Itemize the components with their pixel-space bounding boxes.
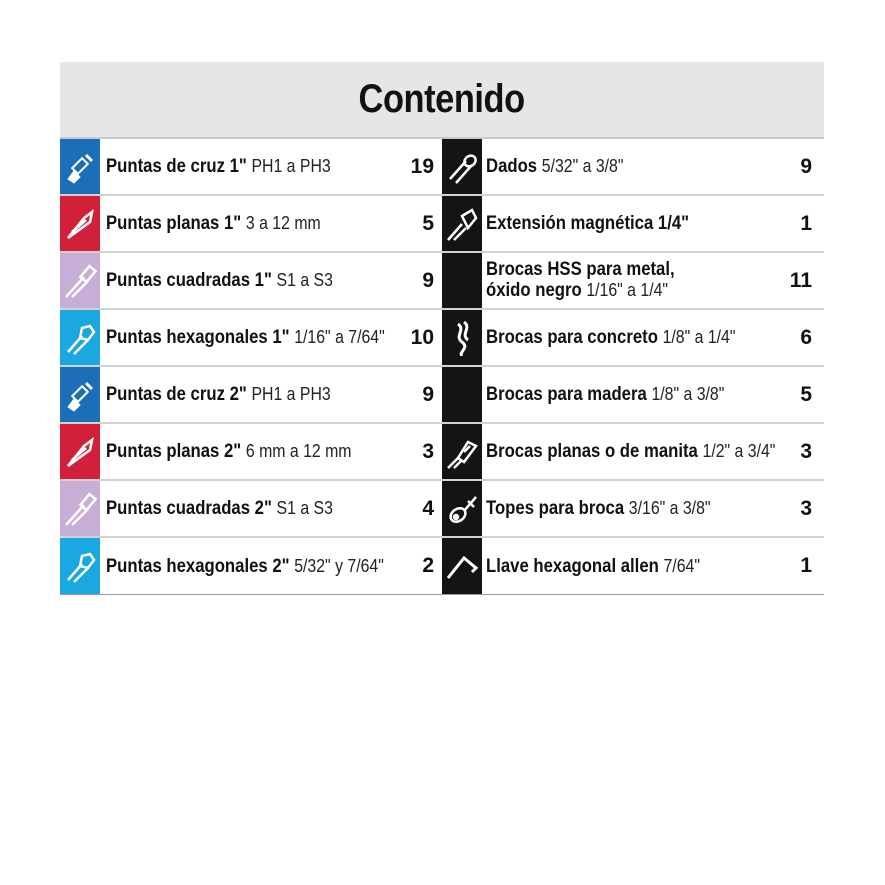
hex-bit-icon	[60, 310, 100, 365]
item-name: Brocas para madera	[486, 384, 647, 405]
socket-icon	[442, 139, 482, 194]
list-item	[60, 196, 442, 253]
contents-title: Contenido	[358, 77, 526, 121]
hex-bit-icon	[60, 538, 100, 594]
flat-bit-icon	[60, 196, 100, 251]
item-quantity: 3	[800, 496, 812, 520]
item-spec: S1 a S3	[276, 498, 333, 518]
contents-grid	[60, 137, 824, 595]
list-item	[442, 538, 824, 595]
item-name: Puntas de cruz 1"	[106, 156, 247, 177]
item-name: Extensión magnética 1/4"	[486, 213, 690, 234]
item-name: Puntas planas 1"	[106, 213, 242, 234]
allen-key-icon	[442, 538, 482, 594]
item-quantity: 5	[422, 211, 434, 235]
list-item	[442, 481, 824, 538]
item-spec: S1 a S3	[276, 270, 333, 290]
item-quantity: 19	[410, 154, 434, 178]
list-item	[442, 367, 824, 424]
list-item	[60, 310, 442, 367]
item-name: Topes para broca	[486, 498, 625, 519]
list-item	[442, 196, 824, 253]
item-name: Puntas de cruz 2"	[106, 384, 247, 405]
list-item	[60, 139, 442, 196]
item-spec: 3/16" a 3/8"	[628, 498, 711, 518]
item-quantity: 2	[422, 554, 434, 577]
item-spec: 1/16" a 1/4"	[586, 280, 669, 300]
bits-column	[60, 139, 442, 595]
item-name: Puntas planas 2"	[106, 441, 242, 462]
drill-bit-icon	[442, 253, 482, 308]
item-quantity: 3	[422, 439, 434, 463]
magnetic-extension-icon	[442, 196, 482, 251]
spade-bit-icon	[442, 424, 482, 479]
item-spec: 7/64"	[663, 555, 700, 576]
flat-bit-icon	[60, 424, 100, 479]
contents-panel	[60, 62, 824, 595]
item-quantity: 9	[422, 268, 434, 292]
item-quantity: 3	[800, 439, 812, 463]
drill-bit-icon	[442, 367, 482, 422]
item-quantity: 4	[422, 496, 434, 520]
drill-bit-icon	[442, 310, 482, 365]
phillips-bit-icon	[60, 139, 100, 194]
item-name: Puntas cuadradas 2"	[106, 498, 272, 519]
list-item	[442, 253, 824, 310]
item-quantity: 11	[789, 268, 812, 292]
phillips-bit-icon	[60, 367, 100, 422]
item-spec: 5/32" a 3/8"	[541, 156, 624, 176]
item-spec: 5/32" y 7/64"	[294, 555, 384, 576]
item-name: Puntas hexagonales 1"	[106, 327, 290, 348]
item-name: Brocas para concreto	[486, 327, 658, 348]
list-item	[60, 253, 442, 310]
item-spec: 1/8" a 3/8"	[651, 384, 725, 404]
list-item	[442, 310, 824, 367]
item-quantity: 1	[800, 554, 812, 577]
accessories-column	[442, 139, 824, 595]
item-quantity: 5	[800, 382, 812, 406]
square-bit-icon	[60, 253, 100, 308]
list-item	[442, 139, 824, 196]
item-spec: 6 mm a 12 mm	[245, 441, 352, 461]
item-name: Puntas hexagonales 2"	[106, 555, 290, 577]
item-name: Llave hexagonal allen	[486, 555, 659, 577]
item-name-line2: óxido negro	[486, 280, 582, 301]
list-item	[60, 538, 442, 595]
item-quantity: 10	[410, 325, 434, 349]
item-quantity: 6	[800, 325, 812, 349]
item-quantity: 9	[422, 382, 434, 406]
item-quantity: 9	[800, 154, 812, 178]
list-item	[442, 424, 824, 481]
drill-stop-icon	[442, 481, 482, 536]
item-name: Dados	[486, 156, 538, 177]
contents-header	[60, 62, 824, 137]
item-spec: 1/8" a 1/4"	[662, 327, 736, 347]
square-bit-icon	[60, 481, 100, 536]
item-spec: 1/2" a 3/4"	[702, 441, 776, 461]
item-spec: PH1 a PH3	[251, 156, 331, 176]
item-quantity: 1	[800, 211, 812, 235]
item-spec: PH1 a PH3	[251, 384, 331, 404]
list-item	[60, 367, 442, 424]
item-name: Puntas cuadradas 1"	[106, 270, 272, 291]
item-name: Brocas planas o de manita	[486, 441, 698, 462]
item-spec: 3 a 12 mm	[245, 213, 321, 233]
item-name: Brocas HSS para metal,	[486, 260, 675, 280]
item-spec: 1/16" a 7/64"	[294, 327, 385, 347]
list-item	[60, 424, 442, 481]
list-item	[60, 481, 442, 538]
